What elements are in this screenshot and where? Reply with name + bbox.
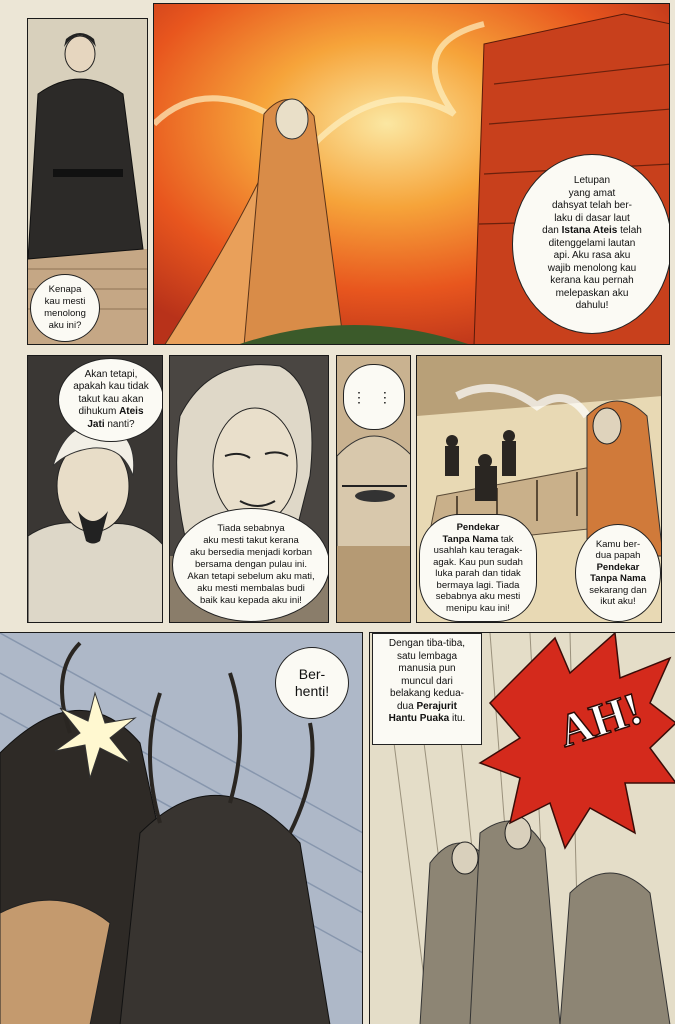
bubble-line: Ber-: [298, 666, 326, 682]
panel-1: [27, 18, 148, 345]
ellipsis-text: ⋮ ⋮: [352, 388, 396, 405]
bubble-bold-text: Jati: [87, 418, 105, 430]
bubble-line: [589, 562, 647, 574]
bubble-line: Letupan: [573, 175, 611, 187]
panel-4: [169, 355, 329, 623]
caption-line: Dengan tiba-tiba,: [388, 638, 466, 649]
bubble-line: [433, 534, 523, 546]
bubble-text: telah: [617, 225, 642, 237]
bubble-text: dihukum: [78, 406, 120, 418]
bubble-line: [73, 406, 149, 419]
bubble-line: sekarang dan: [589, 584, 647, 596]
bubble-line: ikut aku!: [600, 596, 636, 607]
bubble-line: ditenggelami lautan: [548, 237, 636, 249]
speech-bubble-panel-1: [30, 274, 100, 342]
speech-bubble-panel-6b: [575, 524, 661, 622]
bubble-text: tak: [498, 533, 514, 545]
bubble-line: [589, 573, 647, 585]
bubble-line: henti!: [294, 683, 330, 699]
bubble-line: sebabnya aku mesti: [435, 591, 521, 602]
caption-bold-text: Perajurit: [416, 700, 458, 712]
bubble-line: laku di dasar laut: [554, 212, 630, 224]
bubble-line: [73, 419, 149, 432]
bubble-line: yang amat: [568, 187, 616, 199]
panel-7: [0, 632, 363, 1024]
bubble-line: Akan tetapi sebelum aku mati,: [187, 571, 315, 582]
bubble-bold-text: Istana Ateis: [561, 225, 618, 237]
panel-2: [153, 3, 670, 345]
bubble-line: bermaya lagi. Tiada: [436, 579, 520, 591]
bubble-text: dan: [542, 225, 562, 237]
speech-bubble-panel-5: [343, 364, 405, 430]
caption-line: belakang kedua-: [390, 688, 464, 699]
bubble-bold-text: Tanpa Nama: [590, 573, 646, 584]
bubble-line: aku ini?: [48, 320, 82, 331]
bubble-line: dahulu!: [575, 300, 609, 312]
bubble-line: Kenapa: [48, 284, 82, 295]
bubble-line: Akan tetapi,: [84, 368, 138, 380]
bubble-line: kau mesti: [44, 296, 86, 307]
bubble-line: apakah kau tidak: [73, 381, 149, 393]
bubble-line: aku mesti takut kerana: [203, 535, 299, 546]
bubble-line: luka parah dan tidak: [435, 568, 521, 579]
panel-3: [27, 355, 163, 623]
bubble-line: aku bersedia menjadi korban: [189, 547, 312, 558]
bubble-line: aku mesti membalas budi: [197, 583, 305, 594]
speech-bubble-panel-6a: [419, 514, 537, 622]
bubble-bold-text: Ateis: [119, 406, 144, 418]
bubble-bold-text: Pendekar: [456, 522, 500, 533]
caption-line: satu lembaga: [396, 650, 458, 662]
bubble-line: Kamu ber-: [595, 538, 641, 550]
bubble-line: menipu kau ini!: [446, 602, 510, 614]
speech-bubble-panel-3: [58, 358, 163, 442]
panel-8: [369, 632, 675, 1024]
caption-bold-text: Hantu Puaka: [388, 713, 450, 724]
bubble-line: api. Aku rasa aku: [553, 250, 631, 262]
bubble-line: [433, 522, 523, 534]
panel-6: [416, 355, 662, 623]
speech-bubble-panel-2: [512, 154, 670, 334]
bubble-line: kerana kau pernah: [550, 275, 634, 287]
bubble-line: wajib menolong kau: [547, 262, 637, 274]
bubble-line: takut kau akan: [78, 393, 144, 405]
bubble-line: baik kau kepada aku ini!: [200, 595, 302, 606]
caption-line: [379, 713, 475, 726]
bubble-line: [542, 225, 642, 238]
caption-line: [379, 701, 475, 714]
panel-5: [336, 355, 411, 623]
caption-line: muncul dari: [401, 675, 453, 687]
bubble-bold-text: Tanpa Nama: [442, 533, 499, 545]
caption-text: dua: [396, 700, 417, 712]
caption-text: itu.: [449, 713, 466, 724]
bubble-line: bersama dengan pulau ini.: [195, 559, 307, 570]
speech-bubble-panel-4: [172, 508, 329, 622]
bubble-line: menolong: [44, 308, 86, 319]
bubble-line: melepaskan aku: [555, 287, 629, 299]
narration-caption-panel-8: [372, 633, 482, 745]
caption-line: manusia pun: [398, 663, 456, 674]
bubble-line: dua papah: [595, 550, 641, 561]
bubble-line: usahlah kau teragak-: [433, 545, 523, 556]
speech-bubble-panel-7: [275, 647, 349, 719]
bubble-bold-text: Pendekar: [596, 561, 640, 573]
bubble-line: agak. Kau pun sudah: [433, 556, 523, 568]
bubble-line: Tiada sebabnya: [217, 523, 285, 534]
bubble-line: dahsyat telah ber-: [551, 200, 633, 212]
sfx-text: AH!: [552, 682, 648, 757]
bubble-text: nanti?: [104, 418, 135, 430]
